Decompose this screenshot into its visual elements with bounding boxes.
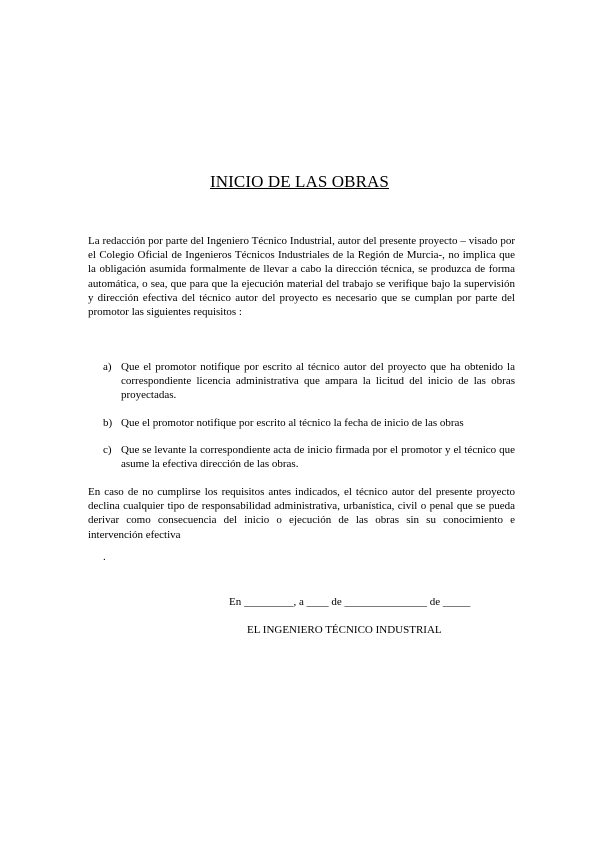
list-item (103, 416, 515, 430)
stray-mark: . (103, 551, 106, 563)
list-item-text: Que el promotor notifique por escrito al técnico la fecha de inicio de las obras (121, 416, 464, 429)
list-item-text: Que se levante la correspondiente acta de inicio firmada por el promotor y el técnico que asume la efectiva dirección de las obras. (121, 443, 515, 471)
requirements-list (103, 360, 515, 484)
signature-title: EL INGENIERO TÉCNICO INDUSTRIAL (247, 624, 442, 636)
intro-paragraph: La redacción por parte del Ingeniero Técnico Industrial, autor del presente proyecto – visado por el Colegio Oficial de Ingenieros Técnicos Industriales de la Región de Murcia-, no implica que la obligación asumida formalmente de llevar a cabo la dirección técnica, se produzca de forma automática, o sea, que para que la ejecución material del trabajo se verifique bajo la supervisión y dirección efectiva del técnico autor del proyecto es necesario que se cumplan por parte del promotor las siguientes requisitos : (88, 235, 515, 319)
list-item (103, 443, 515, 471)
closing-paragraph: En caso de no cumplirse los requisitos antes indicados, el técnico autor del presente proyecto declina cualquier tipo de responsabilidad administrativa, urbanística, civil o penal que se pueda derivar como consecuencia del inicio o ejecución de las obras sin su conocimiento e intervención efectiva (88, 486, 515, 541)
list-marker: a) (103, 361, 112, 373)
list-item-text: Que el promotor notifique por escrito al técnico autor del proyecto que ha obtenido la correspondiente licencia administrativa que ampara la licitud del inicio de las obras proyectadas. (121, 361, 515, 402)
place-date-line: En _________, a ____ de _______________ de _____ (229, 596, 471, 608)
document-title: INICIO DE LAS OBRAS (210, 172, 389, 191)
list-marker: b) (103, 416, 113, 429)
list-marker: c) (103, 443, 112, 456)
list-item (103, 360, 515, 403)
